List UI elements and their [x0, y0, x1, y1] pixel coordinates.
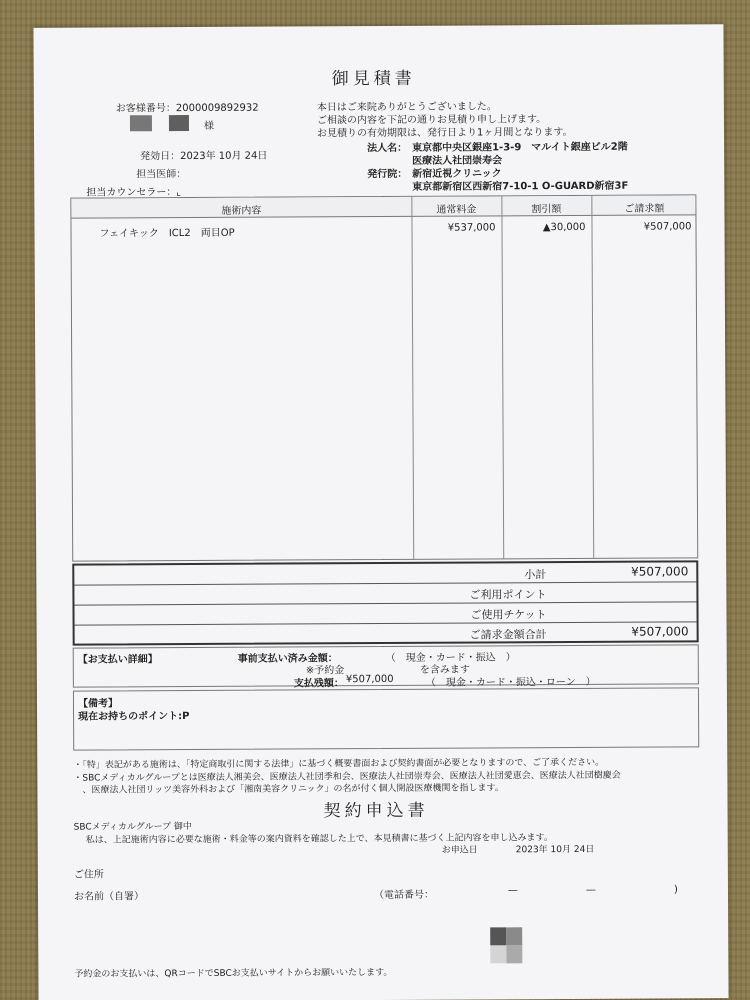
column-divider: [591, 196, 594, 558]
document-title: 御見積書: [331, 68, 416, 90]
subtotal-label: 小計: [524, 568, 547, 582]
counselor-mark: ⌞: [176, 187, 182, 199]
issue-date-value: 2023年 10月 24日: [180, 150, 268, 163]
phone-label: （電話番号：: [373, 889, 435, 902]
customer-number-value: 2000009892932: [175, 102, 259, 115]
corp-label: 法人名：: [367, 142, 408, 155]
header-regular-price: 通常料金: [436, 204, 477, 216]
balance-value: ¥507,000: [345, 673, 394, 686]
payment-title: 【お支払い詳細】: [77, 654, 158, 666]
doctor-label: 担当医師：: [136, 169, 187, 181]
signature-name-label: お名前（自署）: [73, 891, 145, 903]
remarks-points: 現在お持ちのポイント:P: [78, 711, 190, 723]
customer-number: [116, 99, 259, 115]
redacted-block: [506, 945, 522, 963]
points-label: ご利用ポイント: [469, 588, 547, 602]
redacted-name-block: [130, 115, 152, 131]
issue-date: [140, 147, 267, 163]
apply-date-label: お申込日: [441, 845, 478, 856]
remarks-title: 【備考】: [77, 698, 119, 710]
issue-date-label: 発効日：: [140, 151, 181, 163]
apply-date-value: 2023年 10月 24日: [515, 844, 595, 856]
note-line: 、医療法人社団リッツ美容外科および「湘南美容クリニック」の名が付く個人開設医療機関を指します。: [73, 783, 504, 796]
estimate-document: [33, 24, 728, 1000]
corp-address: 東京都中央区銀座1-3-9 マルイト銀座ビル2階: [412, 141, 628, 154]
subtotal-value: ¥507,000: [631, 564, 689, 579]
ticket-label: ご使用チケット: [470, 608, 547, 622]
clinic-name: 新宿近視クリニック: [412, 168, 502, 180]
prepaid-label: 事前支払い済み金額：: [237, 653, 338, 665]
redacted-block: [490, 945, 506, 963]
greeting-line: ご相談の内容を下記の通りお見積り申し上げます。: [316, 114, 547, 127]
greeting-line: 本日はご来院ありがとうございました。: [316, 101, 497, 114]
balance-label: 支払残額：: [293, 678, 344, 690]
redacted-block: [490, 927, 506, 945]
totals-box: [72, 560, 698, 645]
row-regular-price: ¥537,000: [447, 222, 496, 234]
clinic-address: 東京都新宿区西新宿7-10-1 O-GUARD新宿3F: [412, 180, 629, 193]
counselor-label: 担当カウンセラー：: [86, 187, 177, 199]
clinic-label: 発行院：: [367, 168, 408, 181]
contract-title: 契約申込書: [323, 800, 429, 822]
address-label: ご住所: [73, 869, 104, 881]
header-discount: 割引額: [531, 204, 562, 216]
note-line: ・SBCメディカルグループとは医療法人湘美会、医療法人社団季和会、医療法人社団崇寿会、医療法人社団愛恵会、医療法人社団樹慶会: [73, 770, 621, 784]
items-table: [70, 194, 698, 561]
row-billed: ¥507,000: [643, 221, 692, 233]
redacted-block: [506, 927, 522, 945]
note-line: ・「特」表記がある施術は、「特定商取引に関する法律」に基づく概要書面および契約書面が必要となりますので、ご了承ください。: [73, 757, 605, 771]
header-treatment: 施術内容: [221, 205, 262, 217]
remarks-box: [73, 687, 699, 750]
balance-methods: （ 現金・カード・振込・ローン ）: [425, 676, 596, 689]
payment-details: [73, 644, 699, 690]
deposit-note: ※予約金: [305, 665, 345, 677]
prepaid-methods: （ 現金・カード・振込 ）: [385, 652, 516, 664]
grand-total-label: ご請求金額合計: [469, 628, 547, 642]
column-divider: [501, 196, 504, 558]
greeting-line: お見積りの有効期限は、発行日より1ヶ月間となります。: [316, 126, 573, 140]
phone-close: ): [673, 884, 678, 896]
deposit-included: を含みます: [419, 664, 470, 676]
column-divider: [411, 197, 414, 559]
contract-statement: 私は、上記施術内容に必要な施術・料金等の案内資料を確認した上で、本見積書に基づく上記内容を申し込みます。: [85, 833, 553, 846]
phone-dash: —: [507, 885, 519, 897]
grand-total-value: ¥507,000: [631, 624, 689, 639]
corp-name: 医療法人社団崇寿会: [412, 155, 503, 167]
customer-number-label: お客様番号：: [115, 103, 176, 115]
phone-dash: —: [585, 884, 597, 896]
header-billed: ご請求額: [624, 203, 665, 215]
footer-note: 予約金のお支払いは、QRコードでSBCお支払いサイトからお願いいたします。: [74, 967, 393, 980]
row-discount: ▲30,000: [542, 221, 586, 234]
row-treatment: フェイキック ICL2 両目OP: [99, 227, 235, 240]
contract-addressee: SBCメディカルグループ 御中: [73, 821, 192, 833]
grand-total-row: [75, 622, 697, 645]
honorific: 様: [203, 120, 215, 132]
redacted-name-block: [169, 115, 189, 131]
